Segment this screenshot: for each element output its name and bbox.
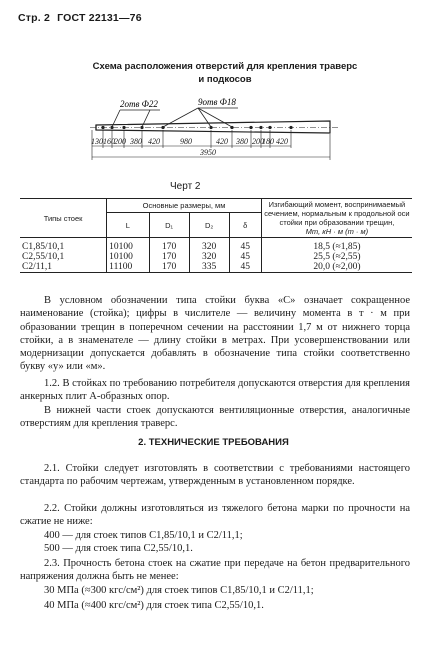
moment-header-line: Мт, кН · м (т · м) <box>305 227 369 236</box>
dim-130: 130 <box>91 137 103 146</box>
paragraph-2-2 <box>20 502 410 529</box>
hole-mark <box>289 126 292 129</box>
cell-type: С1,85/10,1 <box>22 242 65 252</box>
cell-D1: 170 <box>149 238 189 253</box>
cell-D1: 170 <box>149 262 189 273</box>
dim-160: 160 <box>103 137 115 146</box>
holes-right-label: 9отв Ф18 <box>198 97 236 107</box>
paragraph-1-2 <box>20 377 410 404</box>
dim-total: 3950 <box>200 148 216 157</box>
cell-delta: 45 <box>229 252 261 262</box>
hole-mark <box>249 126 252 129</box>
paragraph-text: В условном обозначении типа стойки буква «С» означает сокращенное наименование (стойка); цифры в числителе — величину момента в т · м при образовании трещин в поперечном сечении на расстоянии 1,7 м от нижнего торца стойки, а в знаменателе — длину стойки в метрах. При усовершенствовании или модернизации допускается добавлять в обозначение типа стойки соответственно букву «у» или «м». <box>20 295 410 373</box>
dim-380b: 380 <box>236 137 248 146</box>
page-number: Стр. 2 <box>18 12 51 24</box>
hole-mark <box>101 126 104 129</box>
cell-D2: 320 <box>189 238 229 253</box>
strength-30: 30 МПа (≈300 кгс/см²) для стоек типов С1,85/10,1 и С2/11,1; <box>44 585 314 596</box>
col-D1-header: D₁ <box>149 213 189 238</box>
hole-mark <box>268 126 271 129</box>
dim-200b: 200 <box>252 137 264 146</box>
dim-420: 420 <box>148 137 160 146</box>
stand-types-table <box>20 198 412 273</box>
cell-L: 11100 <box>107 262 149 273</box>
paragraph-text: 2.2. Стойки должны изготовляться из тяжелого бетона марки по прочности на сжатие не ниже: <box>20 503 410 528</box>
cell-L: 10100 <box>107 252 149 262</box>
figure-caption: Черт 2 <box>170 181 201 192</box>
hole-mark <box>259 126 262 129</box>
scheme-title-line2: и подкосов <box>198 74 252 85</box>
dim-420b: 420 <box>216 137 228 146</box>
paragraph-text: 2.3. Прочность бетона стоек на сжатие при передаче на бетон предварительного напряжения должна быть не менее: <box>20 558 410 583</box>
hole-layout-drawing <box>0 90 427 178</box>
concrete-grade-400: 400 — для стоек типов С1,85/10,1 и С2/11,1; <box>44 530 243 541</box>
moment-header-line: Изгибающий момент, воспринимаемый <box>268 200 406 209</box>
holes-left-label: 2отв Ф22 <box>120 99 158 109</box>
strength-40: 40 МПа (≈400 кгс/см²) для стоек типа С2,55/10,1. <box>44 600 264 611</box>
dim-180: 180 <box>262 137 274 146</box>
scheme-title: Схема расположения отверстий для крепления траверс <box>92 61 358 72</box>
col-delta-header: δ <box>229 213 261 238</box>
concrete-grade-500: 500 — для стоек типа С2,55/10,1. <box>44 543 193 554</box>
cell-L: 10100 <box>107 238 149 253</box>
paragraph-designation <box>20 294 410 374</box>
table-row <box>20 262 412 273</box>
moment-header-line: сечением, нормальным к продольной оси <box>264 209 410 218</box>
col-L-header: L <box>107 213 149 238</box>
paragraph-2-3 <box>20 557 410 584</box>
paragraph-text: 1.2. В стойках по требованию потребителя допускаются отверстия для крепления анкерных плит А-образных опор. <box>20 378 410 403</box>
paragraph-vent-holes <box>20 404 410 431</box>
moment-header-line: стойки при образовании трещин, <box>279 218 395 227</box>
cell-moment: 25,5 (≈2,55) <box>261 252 412 262</box>
cell-delta: 45 <box>229 238 261 253</box>
table-row <box>20 252 412 262</box>
cell-moment: 18,5 (≈1,85) <box>261 238 412 253</box>
cell-type: С2,55/10,1 <box>22 252 65 262</box>
dim-380: 380 <box>130 137 142 146</box>
cell-D2: 320 <box>189 252 229 262</box>
col-dims-header: Основные размеры, мм <box>107 199 262 213</box>
cell-D2: 335 <box>189 262 229 273</box>
paragraph-text: 2.1. Стойки следует изготовлять в соответствии с требованиями настоящего стандарта по рабочим чертежам, утвержденным в установленном порядке. <box>20 463 410 488</box>
dim-420c: 420 <box>276 137 288 146</box>
dim-980: 980 <box>180 137 192 146</box>
cell-type: С2/11,1 <box>20 262 107 273</box>
section-title: 2. ТЕХНИЧЕСКИЕ ТРЕБОВАНИЯ <box>138 437 289 448</box>
table-row <box>20 238 412 253</box>
paragraph-text: В нижней части стоек допускаются вентиляционные отверстия, аналогичные отверстиям для крепления траверс. <box>20 405 410 430</box>
col-type-header: Типы стоек <box>20 199 107 238</box>
dim-200: 200 <box>114 137 126 146</box>
page-header <box>18 12 142 24</box>
cell-delta: 45 <box>229 262 261 273</box>
standard-number: ГОСТ 22131—76 <box>57 12 142 24</box>
col-moment-header <box>261 199 412 238</box>
cell-moment: 20,0 (≈2,00) <box>261 262 412 273</box>
paragraph-2-1 <box>20 462 410 489</box>
col-D2-header: D₂ <box>189 213 229 238</box>
hole-mark <box>122 126 125 129</box>
cell-D1: 170 <box>149 252 189 262</box>
